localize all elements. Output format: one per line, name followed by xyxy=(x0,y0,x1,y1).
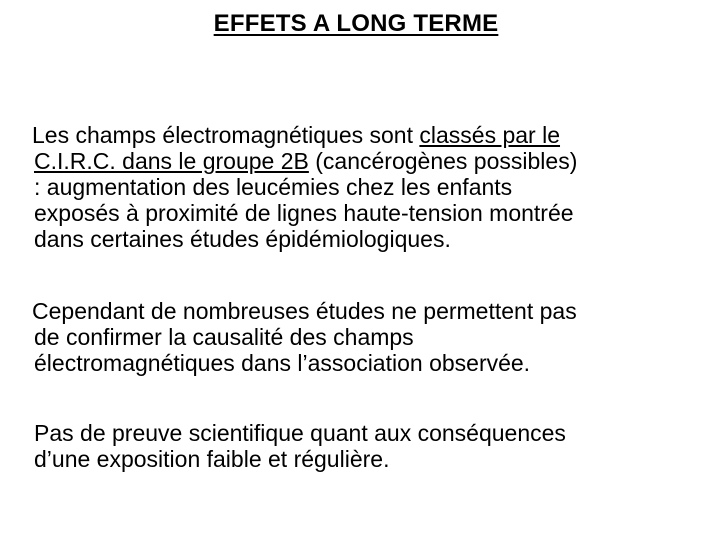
paragraph-causality xyxy=(34,298,710,376)
paragraph-line: électromagnétiques dans l’association observée. xyxy=(34,350,531,376)
paragraph-line: exposés à proximité de lignes haute-tension montrée xyxy=(34,200,574,226)
paragraph-line: de confirmer la causalité des champs xyxy=(34,324,414,350)
paragraph-line: Pas de preuve scientifique quant aux conséquences xyxy=(34,420,566,446)
slide-title: EFFETS A LONG TERME xyxy=(213,10,499,37)
paragraph-line: Cependant de nombreuses études ne permettent pas xyxy=(32,298,577,324)
underlined-text: classés par le xyxy=(419,122,561,148)
paragraph-line xyxy=(32,122,710,148)
paragraph-line: d’une exposition faible et régulière. xyxy=(34,446,390,472)
paragraph-line: : augmentation des leucémies chez les enfants xyxy=(34,174,513,200)
text-run: (cancérogènes possibles) xyxy=(308,148,578,174)
paragraph-classification xyxy=(34,122,710,252)
underlined-text: C.I.R.C. dans le groupe 2B xyxy=(34,148,309,174)
text-run: Les champs électromagnétiques sont xyxy=(32,122,420,148)
paragraph-no-proof xyxy=(34,420,710,472)
paragraph-line xyxy=(34,148,710,174)
paragraph-line: dans certaines études épidémiologiques. xyxy=(34,226,451,252)
